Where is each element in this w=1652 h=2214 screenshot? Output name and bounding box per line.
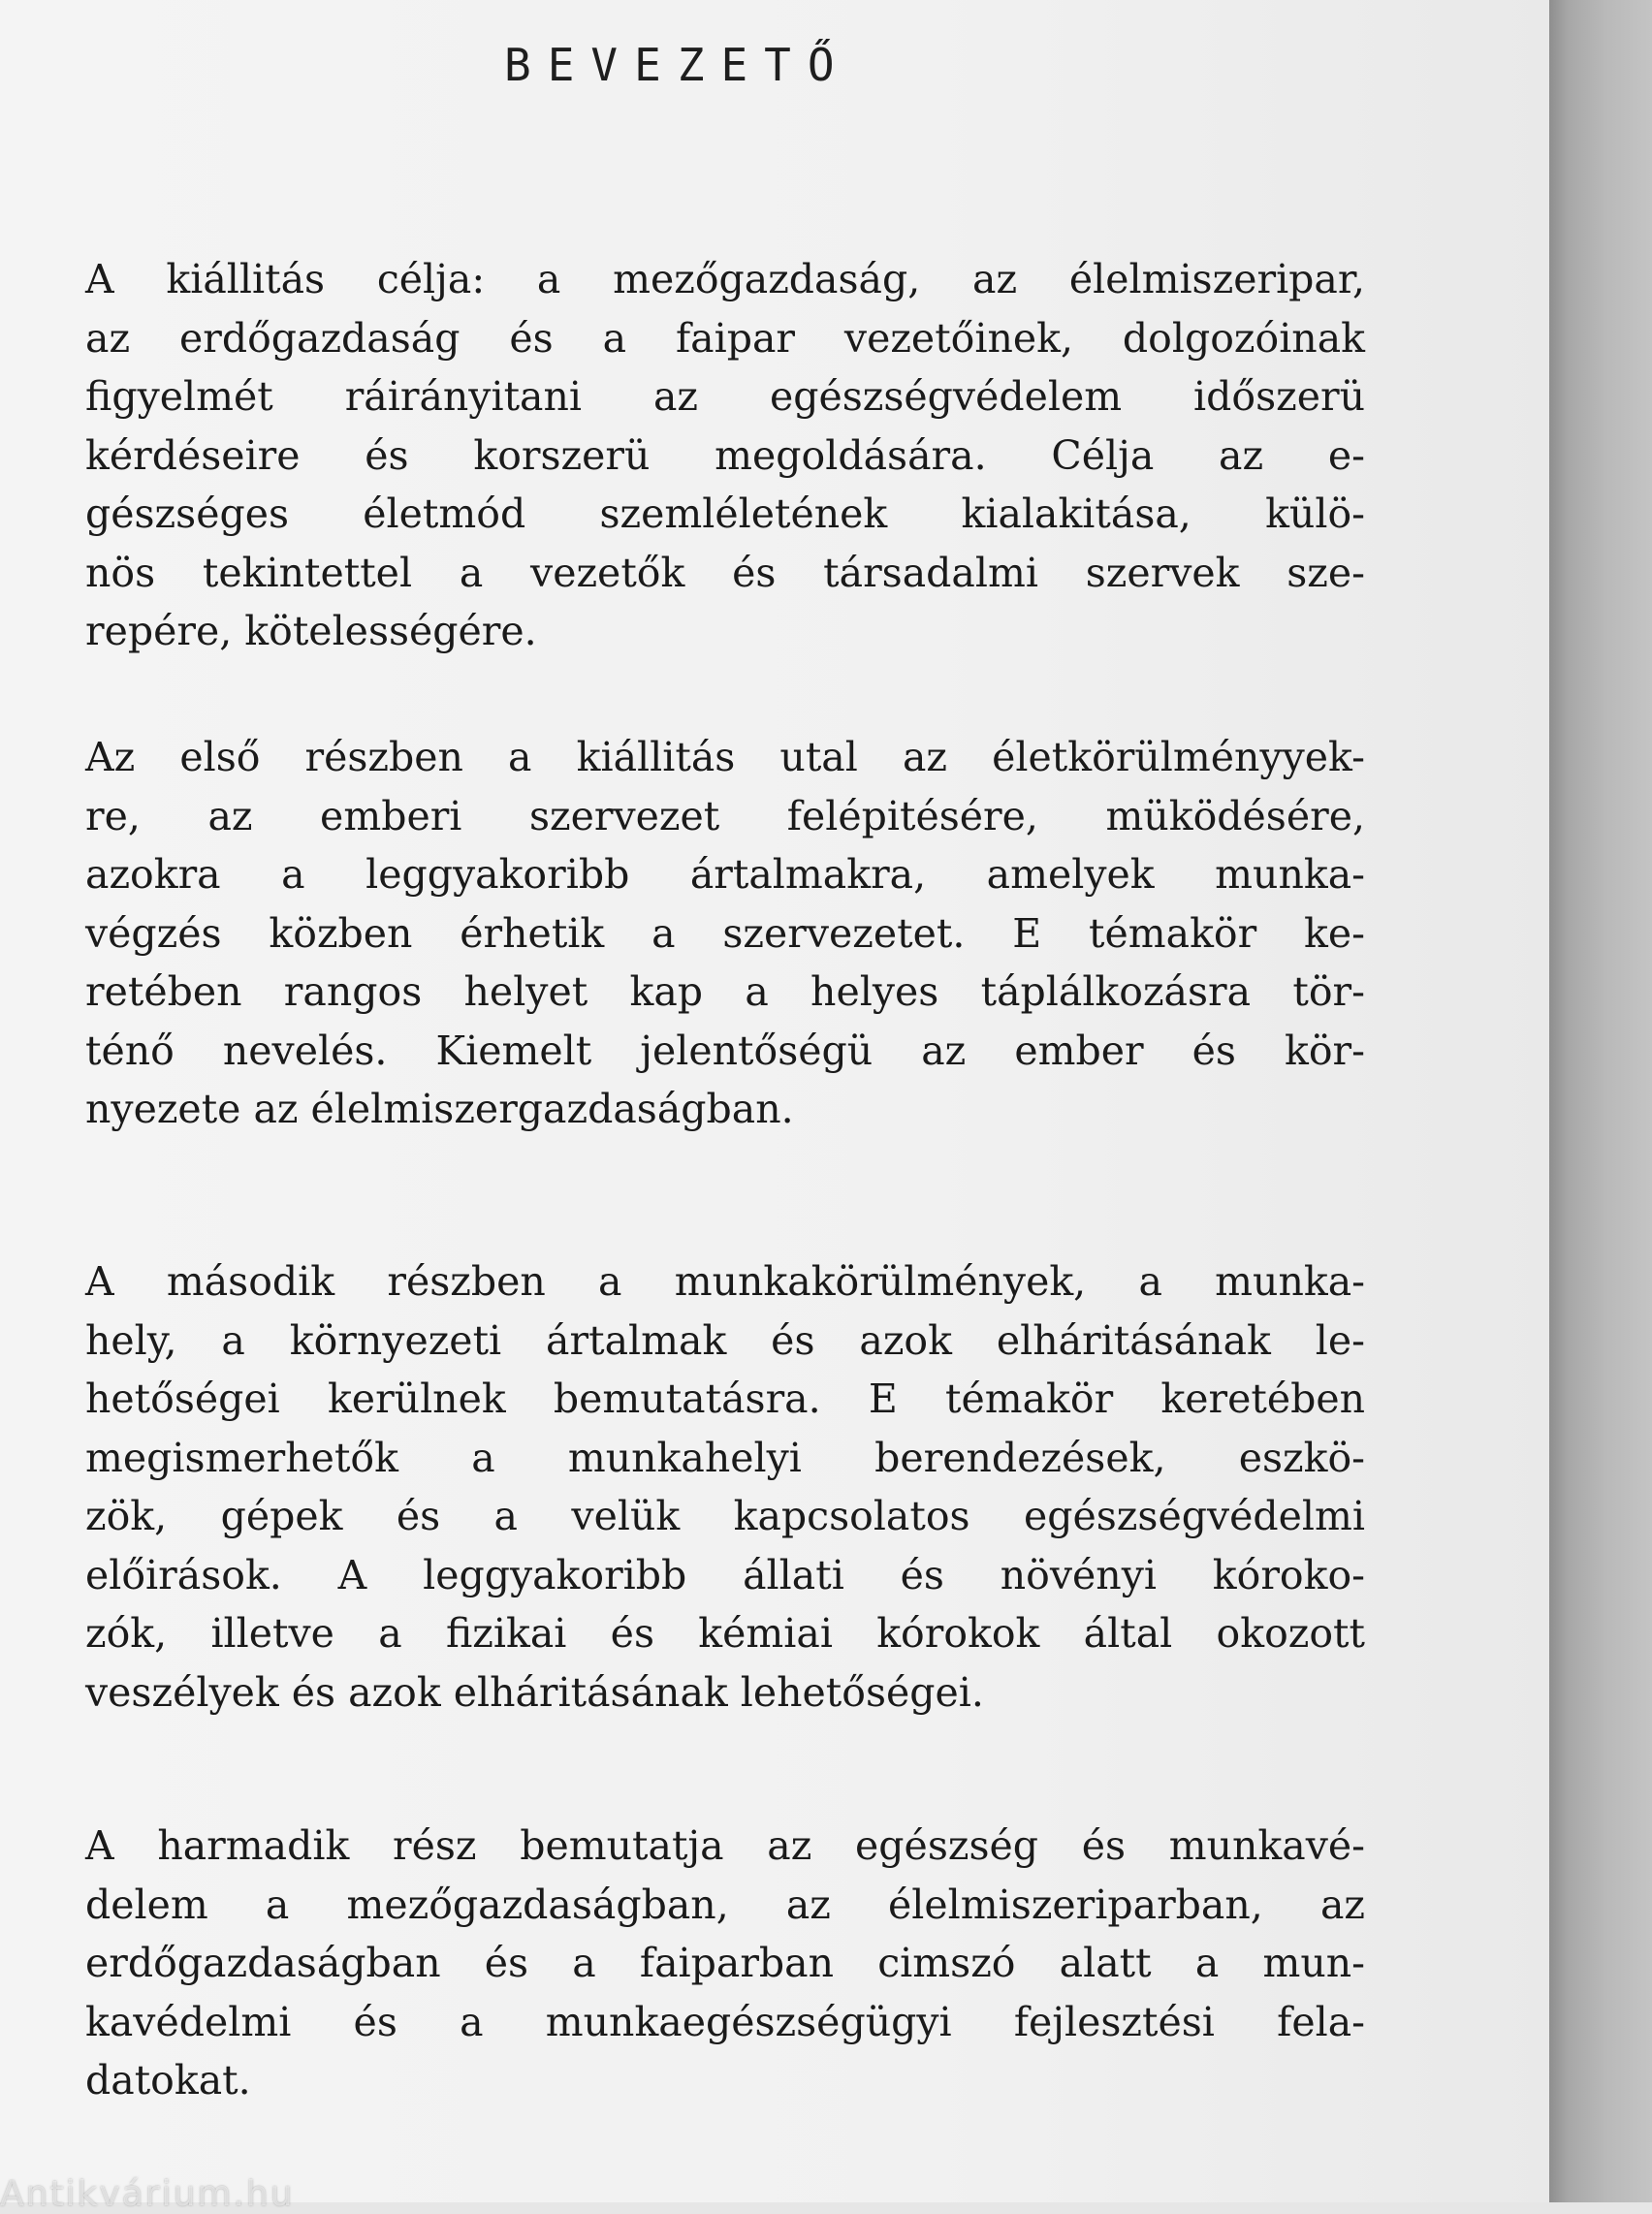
text-line: figyelmét ráirányitani az egészségvédelem időszerü [85, 373, 1365, 420]
text-line: végzés közben érhetik a szervezetet. E témakör ke- [85, 909, 1365, 957]
text-line: hetőségei kerülnek bemutatásra. E témakör keretében [85, 1376, 1365, 1422]
text-line: A harmadik rész bemutatja az egészség és munkavé- [85, 1822, 1365, 1869]
text-line: zök, gépek és a velük kapcsolatos egészségvédelmi [85, 1493, 1365, 1539]
text-line: Az első részben a kiállitás utal az életkörülményyek- [85, 734, 1365, 780]
text-line: A kiállitás célja: a mezőgazdaság, az élelmiszeripar, [85, 256, 1365, 302]
text-line: megismerhetők a munkahelyi berendezések, eszkö- [85, 1434, 1365, 1481]
text-line: erdőgazdaságban és a faiparban cimszó alatt a mun- [85, 1940, 1365, 1986]
watermark: Antikvárium.hu [0, 2174, 295, 2214]
text-line: delem a mezőgazdaságban, az élelmiszeriparban, az [85, 1881, 1365, 1928]
text-line: nös tekintettel a vezetők és társadalmi szervek sze- [85, 549, 1365, 596]
text-line: előirások. A leggyakoribb állati és növényi kóroko- [85, 1551, 1365, 1598]
text-line: hely, a környezeti ártalmak és azok elháritásának le- [85, 1316, 1365, 1364]
text-line: kavédelmi és a munkaegészségügyi fejlesztési fela- [85, 1998, 1365, 2045]
paragraph-third-part [85, 1817, 1365, 2110]
paragraph-second-part [85, 1252, 1365, 1722]
text-line: gészséges életmód szemléletének kialakitása, külö- [85, 490, 1365, 537]
page-title: BEVEZETŐ [504, 39, 851, 91]
text-line: ténő nevelés. Kiemelt jelentőségü az ember és kör- [85, 1027, 1365, 1074]
text-line: repére, kötelességére. [85, 608, 537, 654]
text-line: az erdőgazdaság és a faipar vezetőinek, dolgozóinak [85, 314, 1365, 362]
page-edge-shadow [1549, 0, 1652, 2202]
paragraph-first-part [85, 728, 1365, 1139]
text-line: nyezete az élelmiszergazdaságban. [85, 1086, 794, 1132]
text-line: A második részben a munkakörülmények, a munka- [85, 1258, 1365, 1305]
text-line: re, az emberi szervezet felépitésére, müködésére, [85, 792, 1365, 839]
paragraph-purpose [85, 250, 1365, 661]
text-line: azokra a leggyakoribb ártalmakra, amelyek munka- [85, 851, 1365, 898]
text-line: zók, illetve a fizikai és kémiai kórokok által okozott [85, 1610, 1365, 1657]
text-line: kérdéseire és korszerü megoldására. Célja az e- [85, 431, 1365, 479]
text-line: retében rangos helyet kap a helyes táplálkozásra tör- [85, 968, 1365, 1015]
text-line: veszélyek és azok elháritásának lehetőségei. [85, 1668, 984, 1716]
text-line: datokat. [85, 2057, 251, 2103]
